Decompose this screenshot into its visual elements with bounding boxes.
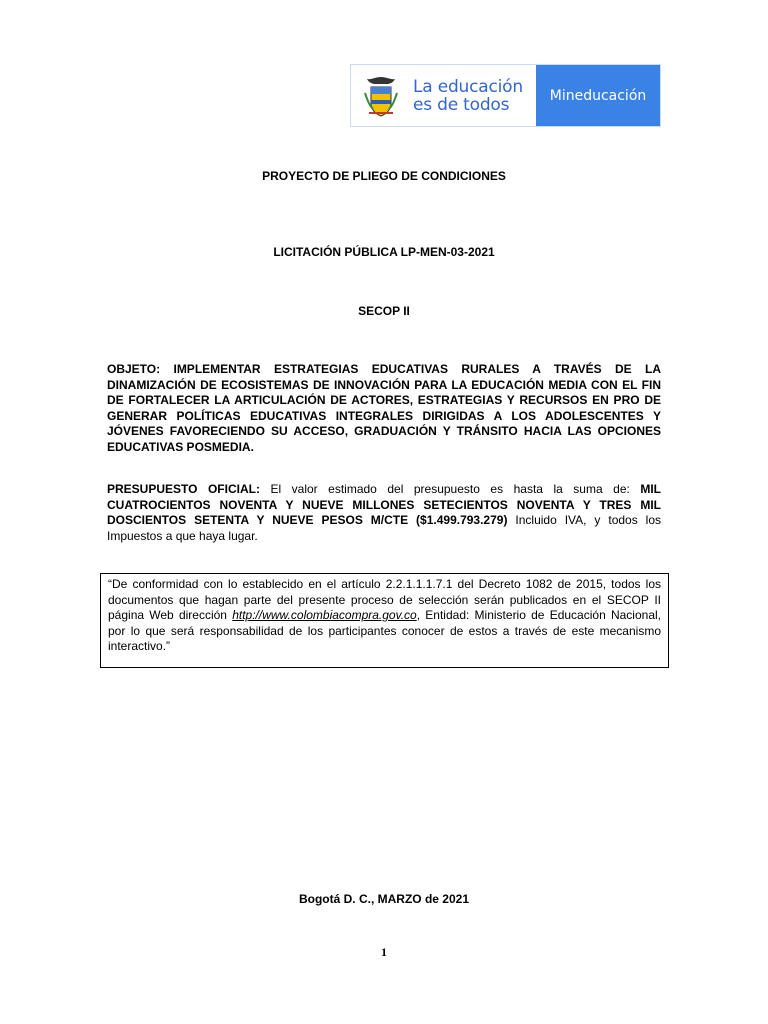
- licitacion-number: LICITACIÓN PÚBLICA LP-MEN-03-2021: [273, 245, 495, 259]
- presupuesto-intro: El valor estimado del presupuesto es hasta la suma de:: [259, 482, 641, 496]
- objeto-paragraph: OBJETO: IMPLEMENTAR ESTRATEGIAS EDUCATIVAS RURALES A TRAVÉS DE LA DINAMIZACIÓN DE ECOSISTEMAS DE INNOVACIÓN PARA LA EDUCACIÓN MEDIA CON EL FIN DE FORTALECER LA ARTICULACIÓN DE ACTORES, ESTRATEGIAS Y RECURSOS EN PRO DE GENERAR POLÍTICAS EDUCATIVAS INTEGRALES DIRIGIDAS A LOS ADOLESCENTES Y JÓVENES FAVORECIENDO SU ACCESO, GRADUACIÓN Y TRÁNSITO HACIA LAS OPCIONES EDUCATIVAS POSMEDIA.: [107, 362, 661, 454]
- slogan-line-1: La educación: [413, 76, 523, 97]
- ministry-logo-banner: [350, 64, 661, 127]
- page-number: 1: [381, 945, 387, 959]
- presupuesto-label: PRESUPUESTO OFICIAL:: [107, 482, 260, 496]
- logo-slogan: [413, 78, 523, 114]
- presupuesto-amount: MIL CUATROCIENTOS NOVENTA Y NUEVE MILLONES SETECIENTOS NOVENTA Y TRES MIL DOSCIENTOS SETENTA Y NUEVE PESOS M/CTE ($1.499.793.279): [107, 482, 662, 527]
- colombia-coat-of-arms-icon: [361, 73, 401, 119]
- notice-text-part-2: , Entidad: Ministerio de Educación Nacional, por lo que será responsabilidad de los participantes conocer de estos a través de este mecanismo interactivo.”: [108, 608, 661, 653]
- place-date: Bogotá D. C., MARZO de 2021: [298, 892, 470, 906]
- publication-notice-box: [100, 573, 669, 668]
- slogan-line-2: es de todos: [413, 94, 510, 115]
- brand-label: Mineducación: [536, 65, 660, 126]
- presupuesto-paragraph: [107, 482, 661, 544]
- logo-slogan-block: [351, 65, 536, 126]
- presupuesto-tail: Incluido IVA, y todos los Impuestos a que haya lugar.: [107, 513, 662, 543]
- notice-text-part-1: “De conformidad con lo establecido en el artículo 2.2.1.1.1.7.1 del Decreto 1082 de 2015, todos los documentos que hagan parte del presente proceso de selección serán publicados en el SECOP II página Web dirección: [108, 577, 661, 622]
- platform-label: SECOP II: [358, 304, 410, 318]
- document-title: PROYECTO DE PLIEGO DE CONDICIONES: [262, 169, 506, 183]
- colombiacompra-link[interactable]: http://www.colombiacompra.gov.co: [232, 608, 417, 622]
